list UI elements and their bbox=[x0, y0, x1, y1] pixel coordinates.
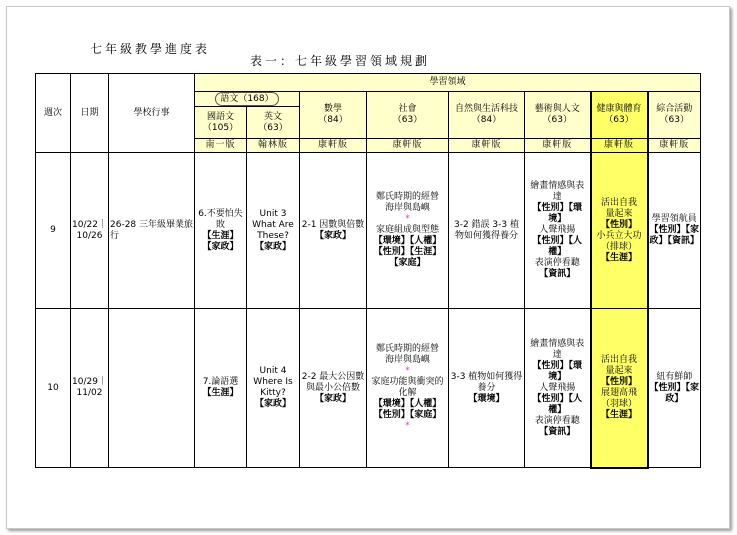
table-row bbox=[36, 153, 701, 309]
chinese-header: 國語文 （105） bbox=[195, 107, 247, 139]
week-cell: 9 bbox=[36, 153, 71, 309]
math-cell: 2-2 最大公因數與最小公倍數 【家政】 bbox=[300, 309, 367, 468]
social-header: 社會 （63） bbox=[367, 92, 449, 139]
english-header: 英文 （63） bbox=[247, 107, 300, 139]
math-version: 康軒版 bbox=[300, 139, 367, 153]
health-version: 康軒版 bbox=[591, 139, 648, 153]
arts-cell: 繪畫情感與表達 【性別】【環境】 人聲飛揚 【性別】【人權】 表演停看聽 【資訊】 bbox=[525, 309, 591, 468]
date-header: 日期 bbox=[71, 74, 109, 153]
week-cell: 10 bbox=[36, 309, 71, 468]
chinese-version: 南一版 bbox=[195, 139, 247, 153]
event-cell: 26-28 三年級畢業旅行 bbox=[109, 153, 195, 309]
date-cell: 10/29｜11/02 bbox=[71, 309, 109, 468]
science-header: 自然與生活科技 （84） bbox=[449, 92, 525, 139]
math-header: 數學 （84） bbox=[300, 92, 367, 139]
arts-version: 康軒版 bbox=[525, 139, 591, 153]
chinese-cell: 6.不要怕失敗 【生涯】【家政】 bbox=[195, 153, 247, 309]
health-header: 健康與體育 （63） bbox=[591, 92, 648, 139]
week-header: 週次 bbox=[36, 74, 71, 153]
english-version: 翰林版 bbox=[247, 139, 300, 153]
header-row-1 bbox=[36, 74, 701, 92]
integrated-header: 綜合活動（63） bbox=[648, 92, 701, 139]
event-cell bbox=[109, 309, 195, 468]
page-title: 七年級教學進度表 bbox=[90, 42, 211, 56]
school-events-header: 學校行事 bbox=[109, 74, 195, 153]
asterisk-icon: * bbox=[405, 214, 410, 224]
science-version: 康軒版 bbox=[449, 139, 525, 153]
chinese-cell: 7.論語選 【生涯】 bbox=[195, 309, 247, 468]
arts-header: 藝術與人文（63） bbox=[525, 92, 591, 139]
language-group-header: 語文（168） bbox=[195, 92, 300, 107]
arts-cell: 繪畫情感與表達 【性別】【環境】 人聲飛揚 【性別】【人權】 表演停看聽 【資訊】 bbox=[525, 153, 591, 309]
table-row bbox=[36, 309, 701, 468]
social-cell: 鄭氏時期的經營 海岸與島嶼 * 家庭功能與衝突的化解 【環境】【人權】【性別】【家庭】 * bbox=[367, 309, 449, 468]
english-cell: Unit 3 What Are These? 【家政】 bbox=[247, 153, 300, 309]
table-caption: 表一：七年級學習領域規劃 bbox=[250, 54, 431, 68]
social-version: 康軒版 bbox=[367, 139, 449, 153]
science-cell: 3-3 植物如何獲得養分 【環境】 bbox=[449, 309, 525, 468]
social-cell: 鄭氏時期的經營 海岸與島嶼 * 家庭組成與型態 【環境】【人權】【性別】【生涯】【家庭】 bbox=[367, 153, 449, 309]
math-cell: 2-1 因數與倍數 【家政】 bbox=[300, 153, 367, 309]
english-cell: Unit 4 Where Is Kitty? 【家政】 bbox=[247, 309, 300, 468]
learning-areas-header: 學習領域 bbox=[195, 74, 701, 92]
schedule-table bbox=[35, 73, 701, 469]
integrated-cell: 紐有鮮師 【性別】【家政】 bbox=[648, 309, 701, 468]
science-cell: 3-2 錯誤 3-3 植物如何獲得養分 bbox=[449, 153, 525, 309]
date-cell: 10/22｜10/26 bbox=[71, 153, 109, 309]
health-cell: 活出自我 量起來 【性別】 展翅高飛（羽球） 【生涯】 bbox=[591, 309, 648, 468]
health-cell: 活出自我 量起來 【性別】 小兵立大功（排球） 【生涯】 bbox=[591, 153, 648, 309]
asterisk-icon: * bbox=[405, 421, 410, 431]
integrated-cell: 學習領航員 【性別】【家政】【資訊】 bbox=[648, 153, 701, 309]
asterisk-icon: * bbox=[405, 366, 410, 376]
integrated-version: 康軒版 bbox=[648, 139, 701, 153]
